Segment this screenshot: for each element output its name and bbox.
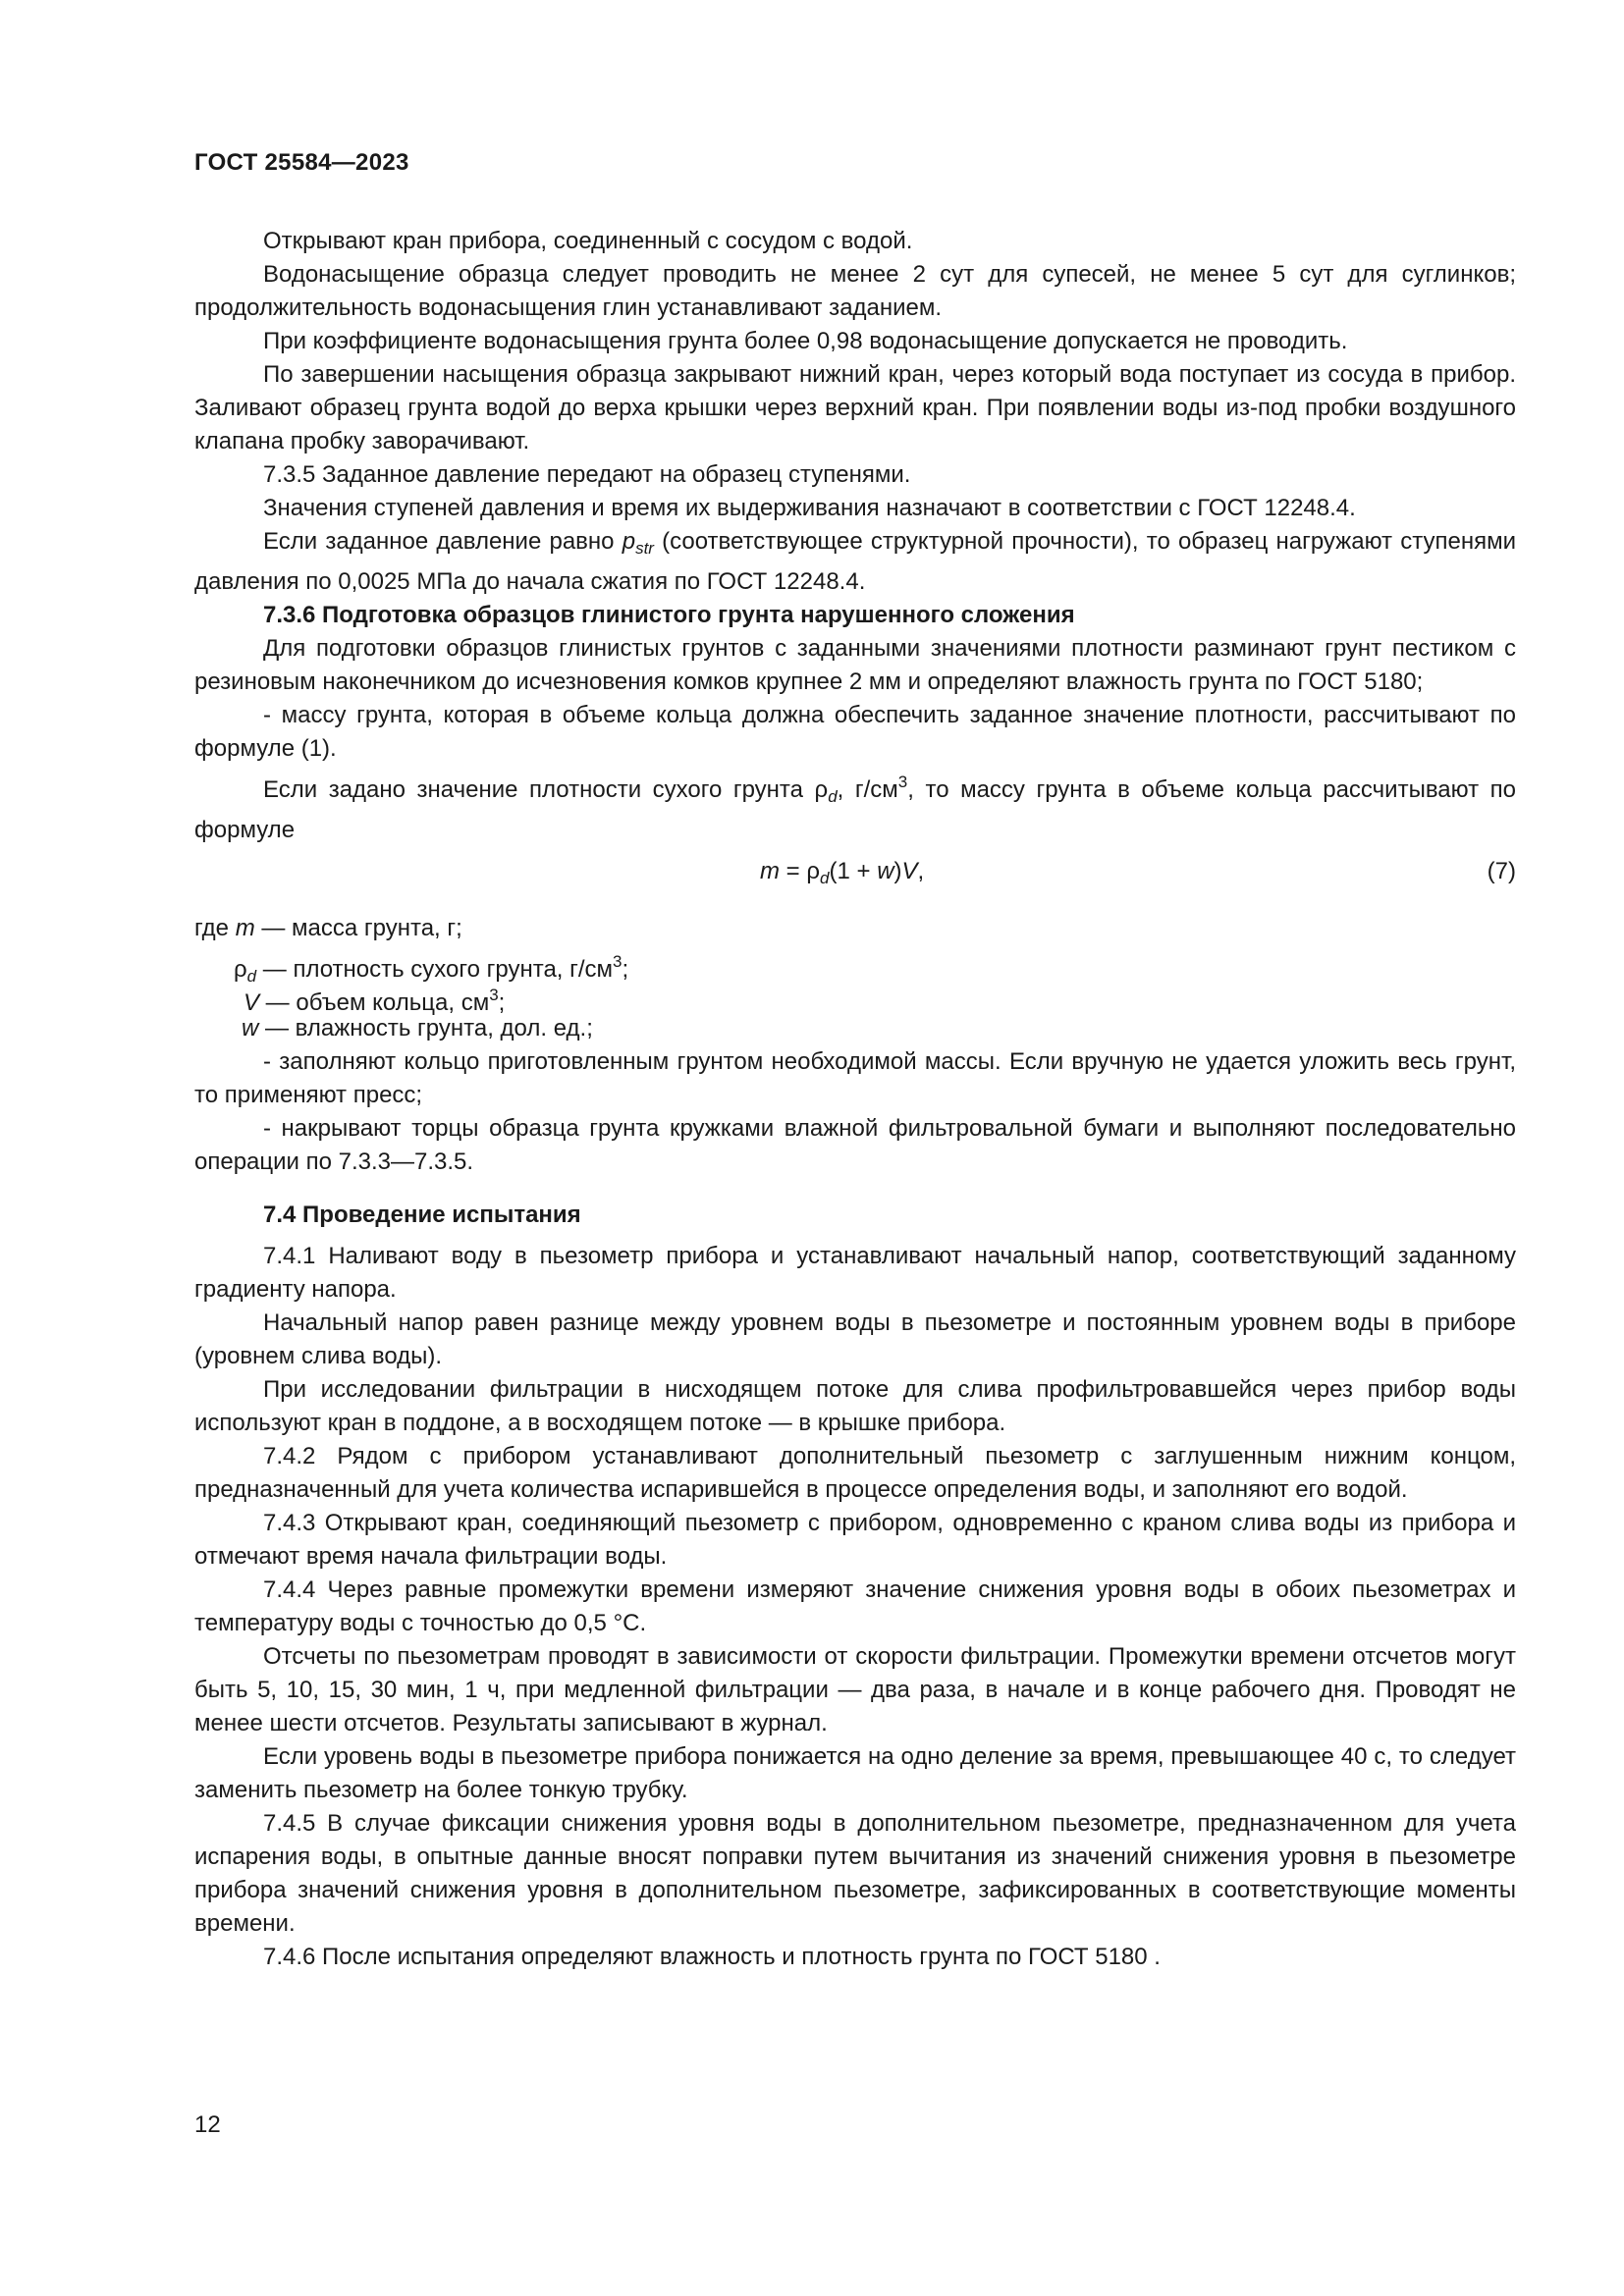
legend-v: V — объем кольца, $см^3$;: [244, 986, 506, 1016]
formula-expression: $m = \rho_d(1 + w)V$,: [760, 858, 925, 887]
clause-7-4-2: 7.4.2 Рядом с прибором устанавливают дополнительный пьезометр с заглушенным нижним концом, предназначенный для учета количества испарившейся в процессе определения воды, и заполняют его водой.: [194, 1443, 1516, 1503]
paragraph: Отсчеты по пьезометрам проводят в зависимости от скорости фильтрации. Промежутки времени отсчетов могут быть 5, 10, 15, 30 мин, 1 ч, при медленной фильтрации — два раза, в начале и в конце рабочего дня. Проводят не менее шести отсчетов. Результаты записывают в журнал.: [194, 1643, 1516, 1736]
clause-7-4-5: 7.4.5 В случае фиксации снижения уровня воды в дополнительном пьезометре, предназначенном для учета испарения воды, в опытные данные вносят поправки путем вычитания из значений снижения уровня в пьезометре прибора значений снижения уровня в дополнительном пьезометре, зафиксированных в соответствующие моменты времени.: [194, 1810, 1516, 1937]
paragraph: Значения ступеней давления и время их выдерживания назначают в соответствии с ГОСТ 12248.4.: [263, 495, 1356, 521]
legend-m: где m — масса грунта, г;: [194, 915, 462, 941]
legend-rho: $\rho_d$ — плотность сухого грунта, $г/см^3$;: [234, 952, 629, 986]
paragraph: По завершении насыщения образца закрывают нижний кран, через который вода поступает из сосуда в прибор. Заливают образец грунта водой до верха крышки через верхний кран. При появлении воды из-под пробки воздушного клапана пробку заворачивают.: [194, 361, 1516, 454]
document-header: ГОСТ 25584—2023: [194, 149, 409, 176]
paragraph: Открывают кран прибора, соединенный с сосудом с водой.: [263, 228, 913, 254]
paragraph: При исследовании фильтрации в нисходящем потоке для слива профильтровавшейся через прибор воды используют кран в поддоне, а в восходящем потоке — в крышке прибора.: [194, 1376, 1516, 1436]
list-item: - заполняют кольцо приготовленным грунтом необходимой массы. Если вручную не удается уложить весь грунт, то применяют пресс;: [194, 1048, 1516, 1108]
paragraph: Водонасыщение образца следует проводить не менее 2 сут для супесей, не менее 5 сут для суглинков; продолжительность водонасыщения глин устанавливают заданием.: [194, 261, 1516, 321]
clause-7-4-3: 7.4.3 Открывают кран, соединяющий пьезометр с прибором, одновременно с краном слива воды из прибора и отмечают время начала фильтрации воды.: [194, 1510, 1516, 1570]
paragraph-density: Если задано значение плотности сухого грунта $\rho_d$, $г/см^3$, то массу грунта в объеме кольца рассчитывают по формуле: [194, 773, 1516, 843]
section-7-4-title: 7.4 Проведение испытания: [263, 1201, 581, 1228]
legend-w: w — влажность грунта, дол. ед.;: [242, 1015, 593, 1041]
paragraph: При коэффициенте водонасыщения грунта более 0,98 водонасыщение допускается не проводить.: [263, 328, 1348, 354]
paragraph: Начальный напор равен разнице между уровнем воды в пьезометре и постоянным уровнем воды в приборе (уровнем слива воды).: [194, 1309, 1516, 1369]
clause-7-4-1: 7.4.1 Наливают воду в пьезометр прибора и устанавливают начальный напор, соответствующий заданному градиенту напора.: [194, 1243, 1516, 1303]
list-item: - накрывают торцы образца грунта кружками влажной фильтровальной бумаги и выполняют последовательно операции по 7.3.3—7.3.5.: [194, 1115, 1516, 1175]
clause-7-4-4: 7.4.4 Через равные промежутки времени измеряют значение снижения уровня воды в обоих пьезометрах и температуру воды с точностью до 0,5 °С.: [194, 1576, 1516, 1636]
formula-number: (7): [1487, 858, 1516, 884]
clause-7-3-6-title: 7.3.6 Подготовка образцов глинистого грунта нарушенного сложения: [263, 602, 1075, 628]
document-body: [194, 225, 1516, 1974]
paragraph: Для подготовки образцов глинистых грунтов с заданными значениями плотности разминают грунт пестиком с резиновым наконечником до исчезновения комков крупнее 2 мм и определяют влажность грунта по ГОСТ 5180;: [194, 635, 1516, 695]
formula-7: [194, 847, 1516, 896]
paragraph: Если уровень воды в пьезометре прибора понижается на одно деление за время, превышающее 40 с, то следует заменить пьезометр на более тонкую трубку.: [194, 1743, 1516, 1803]
clause-7-3-5: 7.3.5 Заданное давление передают на образец ступенями.: [263, 461, 911, 488]
list-item: - массу грунта, которая в объеме кольца должна обеспечить заданное значение плотности, рассчитывают по формуле (1).: [194, 702, 1516, 762]
clause-7-4-6: 7.4.6 После испытания определяют влажность и плотность грунта по ГОСТ 5180 .: [263, 1944, 1161, 1970]
formula-legend: [194, 912, 1516, 1045]
page-number: 12: [194, 2111, 221, 2138]
paragraph-pstr: Если заданное давление равно $p_{str}$ (соответствующее структурной прочности), то образец нагружают ступенями давления по 0,0025 МПа до начала сжатия по ГОСТ 12248.4.: [194, 528, 1516, 595]
